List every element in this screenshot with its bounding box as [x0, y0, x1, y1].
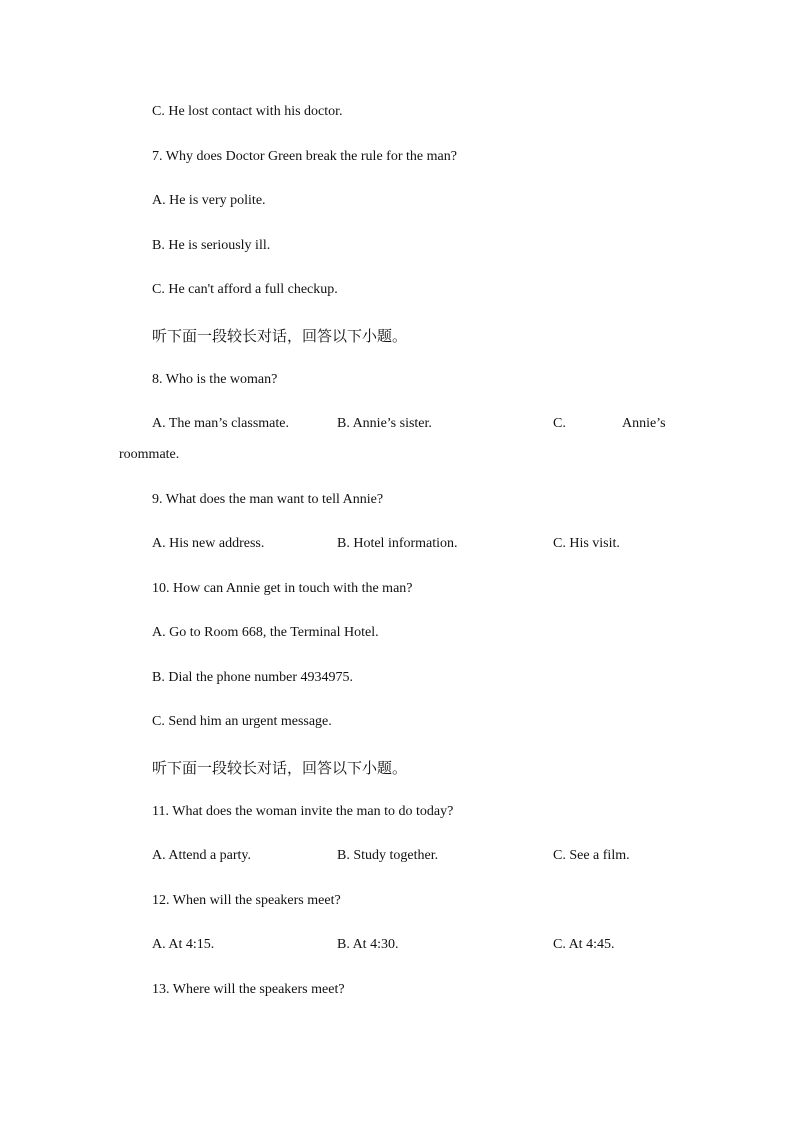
- q11-option-a: A. Attend a party.: [152, 848, 252, 863]
- q12-option-b: B. At 4:30.: [337, 937, 399, 952]
- q9-option-c: C. His visit.: [553, 536, 620, 551]
- question-7: 7. Why does Doctor Green break the rule for the man?: [152, 149, 457, 164]
- question-10: 10. How can Annie get in touch with the man?: [152, 581, 413, 596]
- question-13: 13. Where will the speakers meet?: [152, 982, 345, 997]
- q7-option-b: B. He is seriously ill.: [152, 238, 271, 253]
- q8-option-a: A. The man’s classmate.: [152, 416, 289, 431]
- q12-option-c: C. At 4:45.: [553, 937, 615, 952]
- question-12: 12. When will the speakers meet?: [152, 893, 341, 908]
- question-9: 9. What does the man want to tell Annie?: [152, 492, 384, 507]
- q8-option-b: B. Annie’s sister.: [337, 416, 432, 431]
- q8-option-c-label: C.: [553, 416, 566, 431]
- q6-option-c: C. He lost contact with his doctor.: [152, 104, 343, 119]
- q12-option-a: A. At 4:15.: [152, 937, 215, 952]
- section-instruction: 听下面一段较长对话，回答以下小题。: [152, 327, 408, 345]
- q9-option-b: B. Hotel information.: [337, 536, 458, 551]
- question-11: 11. What does the woman invite the man to do today?: [152, 804, 454, 819]
- section-instruction: 听下面一段较长对话，回答以下小题。: [152, 759, 408, 777]
- q10-option-b: B. Dial the phone number 4934975.: [152, 670, 354, 685]
- q10-option-a: A. Go to Room 668, the Terminal Hotel.: [152, 625, 379, 640]
- q8-option-c-continued: roommate.: [119, 447, 180, 462]
- q7-option-c: C. He can't afford a full checkup.: [152, 282, 338, 297]
- q10-option-c: C. Send him an urgent message.: [152, 714, 332, 729]
- q9-option-a: A. His new address.: [152, 536, 265, 551]
- q8-option-c-text: Annie’s: [622, 416, 666, 431]
- q7-option-a: A. He is very polite.: [152, 193, 266, 208]
- q11-option-c: C. See a film.: [553, 848, 630, 863]
- q11-option-b: B. Study together.: [337, 848, 439, 863]
- question-8: 8. Who is the woman?: [152, 372, 278, 387]
